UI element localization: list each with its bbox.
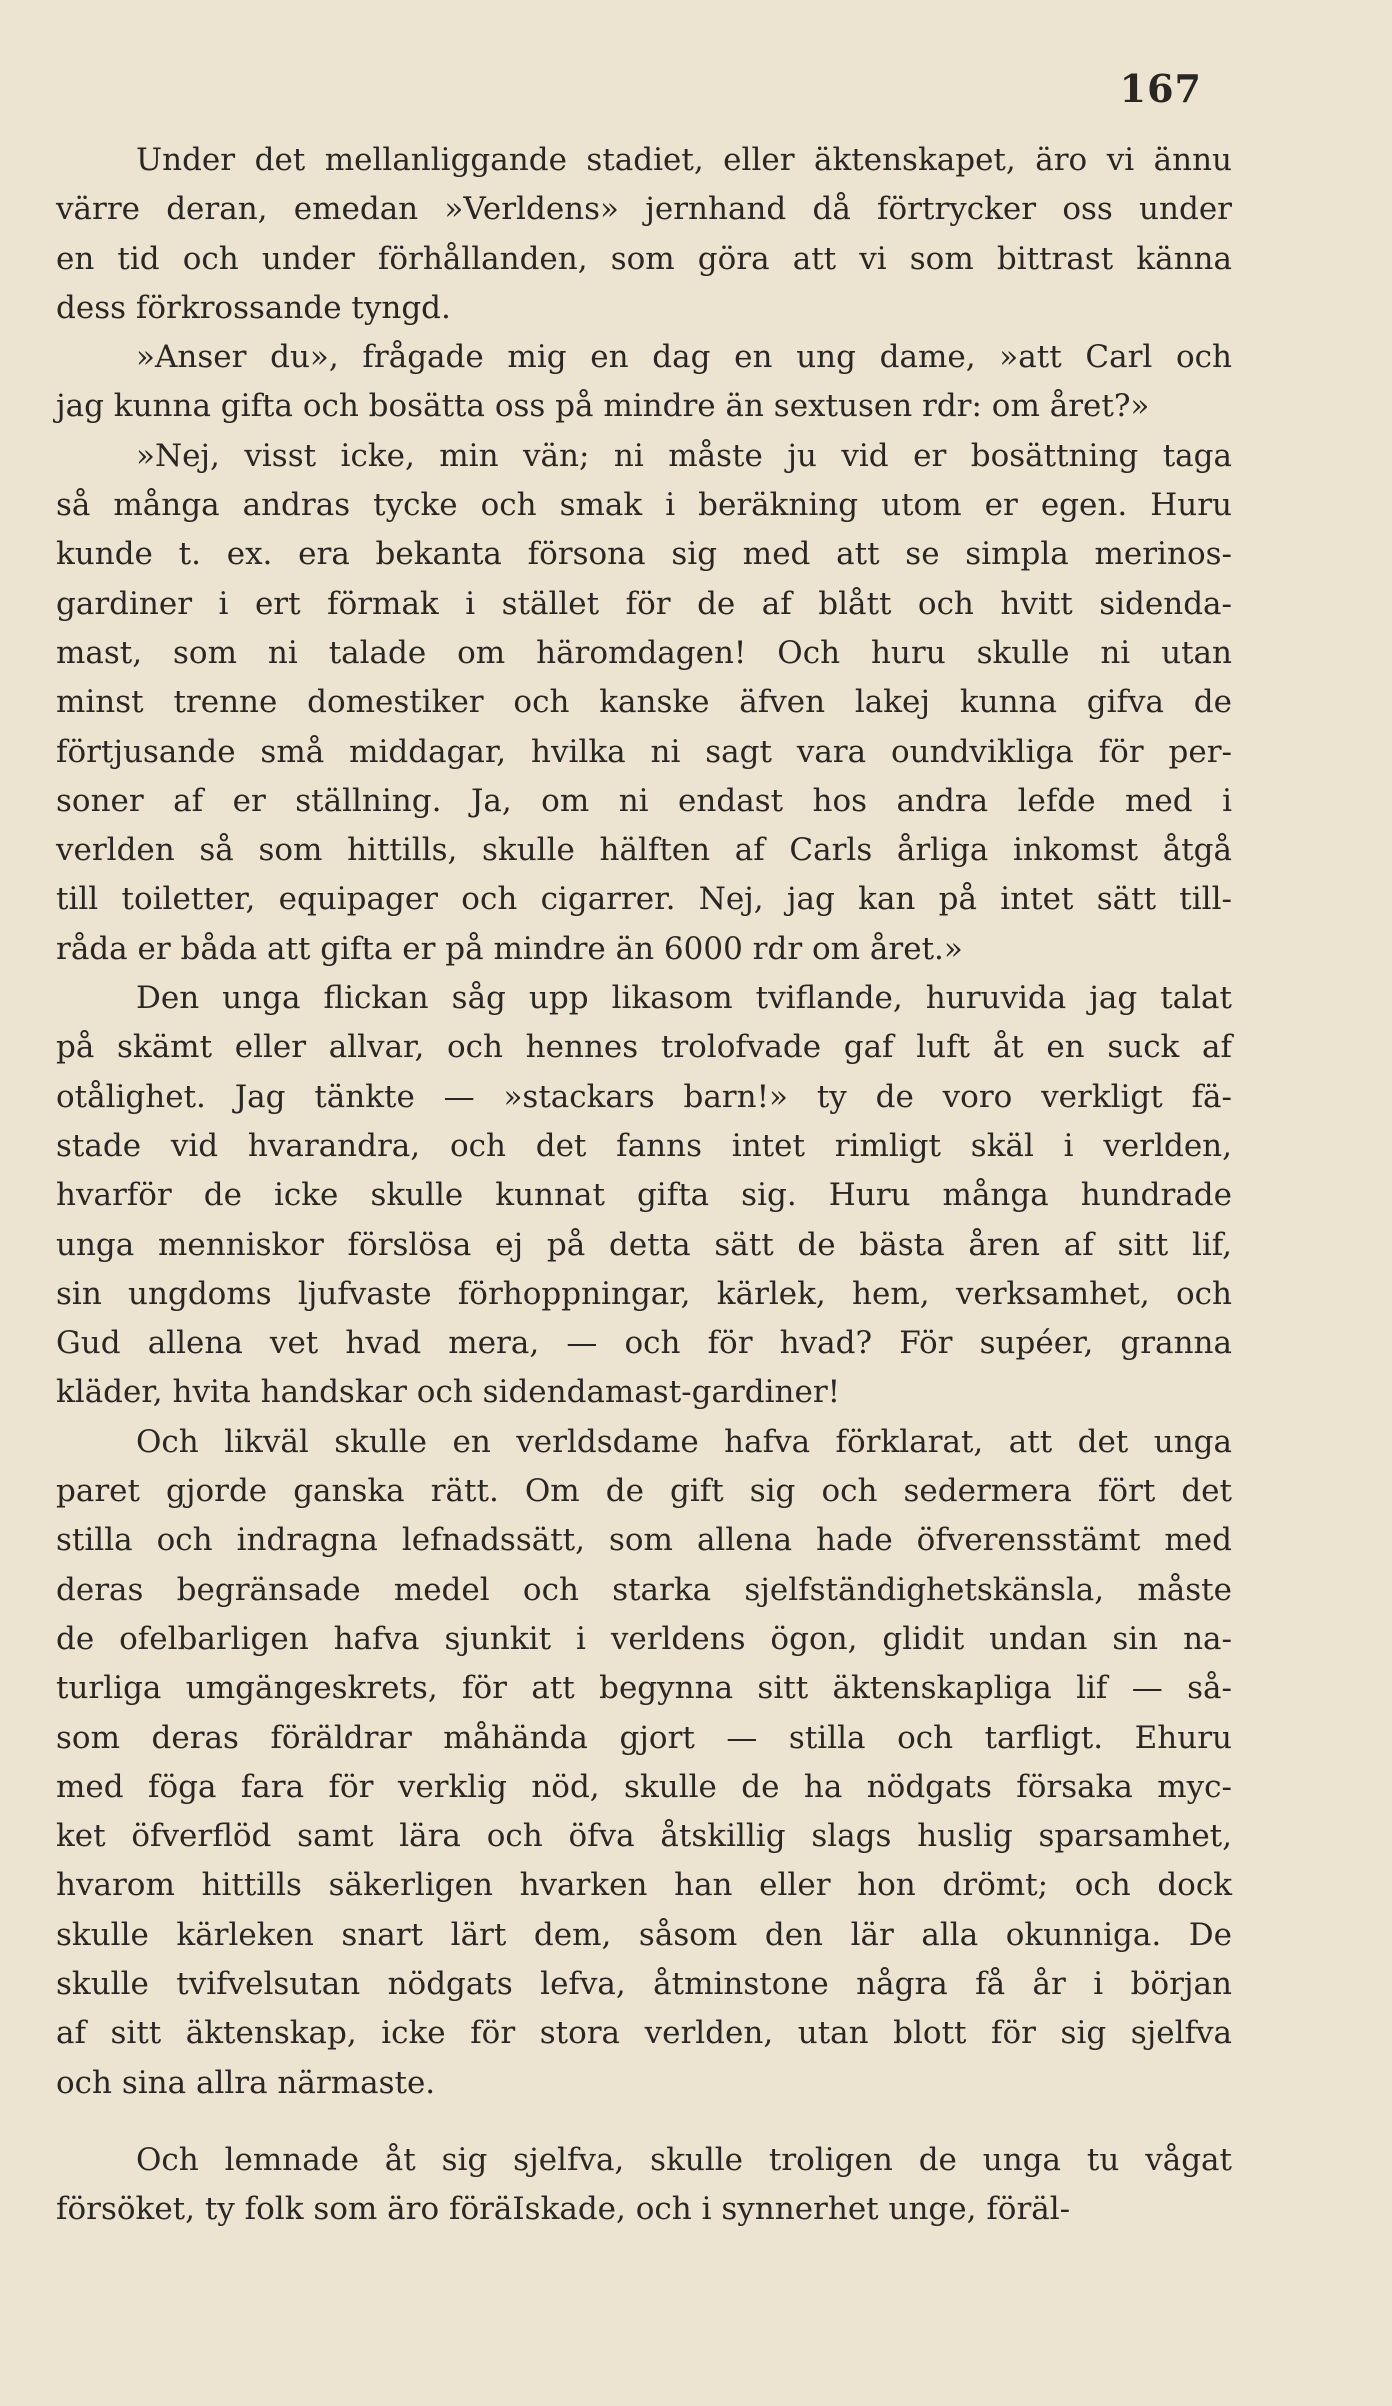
body-text [56, 136, 1232, 2234]
text-line: ket öfverflöd samt lära och öfva åtskillig slags huslig sparsamhet, [56, 1818, 1232, 1855]
page-number: 167 [1119, 66, 1202, 111]
text-line: verlden så som hittills, skulle hälften af Carls årliga inkomst åtgå [56, 832, 1232, 869]
text-line: stade vid hvarandra, och det fanns intet rimligt skäl i verlden, [56, 1127, 1232, 1164]
text-line: de ofelbarligen hafva sjunkit i verldens ögon, glidit undan sin na- [56, 1620, 1232, 1657]
text-line: turliga umgängeskrets, för att begynna sitt äktenskapliga lif — så- [56, 1670, 1232, 1707]
text-line: »Nej, visst icke, min vän; ni måste ju vid er bosättning taga [136, 437, 1232, 474]
paragraph [56, 333, 1232, 432]
text-line: hvarom hittills säkerligen hvarken han eller hon drömt; och dock [56, 1867, 1232, 1904]
text-line: deras begränsade medel och starka sjelfständighetskänsla, måste [56, 1571, 1232, 1608]
text-line: Gud allena vet hvad mera, — och för hvad? För supéer, granna [56, 1325, 1232, 1362]
text-line: till toiletter, equipager och cigarrer. Nej, jag kan på intet sätt till- [56, 881, 1232, 918]
text-line: soner af er ställning. Ja, om ni endast hos andra lefde med i [56, 782, 1232, 819]
text-line: försöket, ty folk som äro föräIskade, och i synnerhet unge, föräl- [56, 2191, 1071, 2228]
text-line: skulle tvifvelsutan nödgats lefva, åtminstone några få år i början [56, 1965, 1232, 2002]
paragraph [56, 974, 1232, 1418]
text-line: af sitt äktenskap, icke för stora verlden, utan blott för sig sjelfva [56, 2015, 1232, 2052]
text-line: unga menniskor förslösa ej på detta sätt de bästa åren af sitt lif, [56, 1226, 1232, 1263]
text-line: med föga fara för verklig nöd, skulle de ha nödgats försaka myc- [56, 1768, 1232, 1805]
text-line: paret gjorde ganska rätt. Om de gift sig och sedermera fört det [56, 1473, 1232, 1510]
paragraph [56, 1418, 1232, 2108]
text-line: sin ungdoms ljufvaste förhoppningar, kärlek, hem, verksamhet, och [56, 1275, 1232, 1312]
text-line: Den unga flickan såg upp likasom tviflande, huruvida jag talat [136, 980, 1232, 1017]
text-line: Och lemnade åt sig sjelfva, skulle troligen de unga tu vågat [136, 2141, 1232, 2178]
text-line: som deras föräldrar måhända gjort — stilla och tarfligt. Ehuru [56, 1719, 1232, 1756]
text-line: gardiner i ert förmak i stället för de af blått och hvitt sidenda- [56, 585, 1232, 622]
text-line: värre deran, emedan »Verldens» jernhand då förtrycker oss under [56, 191, 1232, 228]
text-line: jag kunna gifta och bosätta oss på mindre än sextusen rdr: om året?» [56, 388, 1150, 425]
text-line: råda er båda att gifta er på mindre än 6000 rdr om året.» [56, 930, 963, 967]
paragraph-gap [56, 2108, 1232, 2136]
text-line: Under det mellanliggande stadiet, eller äktenskapet, äro vi ännu [136, 142, 1232, 178]
text-line: kunde t. ex. era bekanta försona sig med att se simpla merinos- [56, 536, 1232, 573]
text-line: Och likväl skulle en verldsdame hafva förklarat, att det unga [136, 1423, 1232, 1460]
paragraph [56, 136, 1232, 333]
text-line: dess förkrossande tyngd. [56, 289, 451, 326]
text-line: skulle kärleken snart lärt dem, såsom den lär alla okunniga. De [56, 1916, 1232, 1953]
text-line: stilla och indragna lefnadssätt, som allena hade öfverensstämt med [56, 1522, 1232, 1559]
text-line: och sina allra närmaste. [56, 2064, 436, 2101]
text-line: en tid och under förhållanden, som göra att vi som bittrast känna [56, 240, 1232, 277]
text-line: kläder, hvita handskar och sidendamast-gardiner! [56, 1374, 841, 1411]
paragraph [56, 2136, 1232, 2235]
text-line: »Anser du», frågade mig en dag en ung dame, »att Carl och [136, 339, 1232, 376]
text-line: förtjusande små middagar, hvilka ni sagt vara oundvikliga för per- [56, 733, 1232, 770]
text-line: på skämt eller allvar, och hennes trolofvade gaf luft åt en suck af [56, 1029, 1232, 1066]
text-line: så många andras tycke och smak i beräkning utom er egen. Huru [56, 487, 1232, 524]
text-line: otålighet. Jag tänkte — »stackars barn!» ty de voro verkligt fä- [56, 1078, 1232, 1115]
paragraph [56, 432, 1232, 974]
text-line: minst trenne domestiker och kanske äfven lakej kunna gifva de [56, 684, 1232, 721]
text-line: mast, som ni talade om häromdagen! Och huru skulle ni utan [56, 634, 1232, 671]
text-line: hvarför de icke skulle kunnat gifta sig. Huru många hundrade [56, 1177, 1232, 1214]
